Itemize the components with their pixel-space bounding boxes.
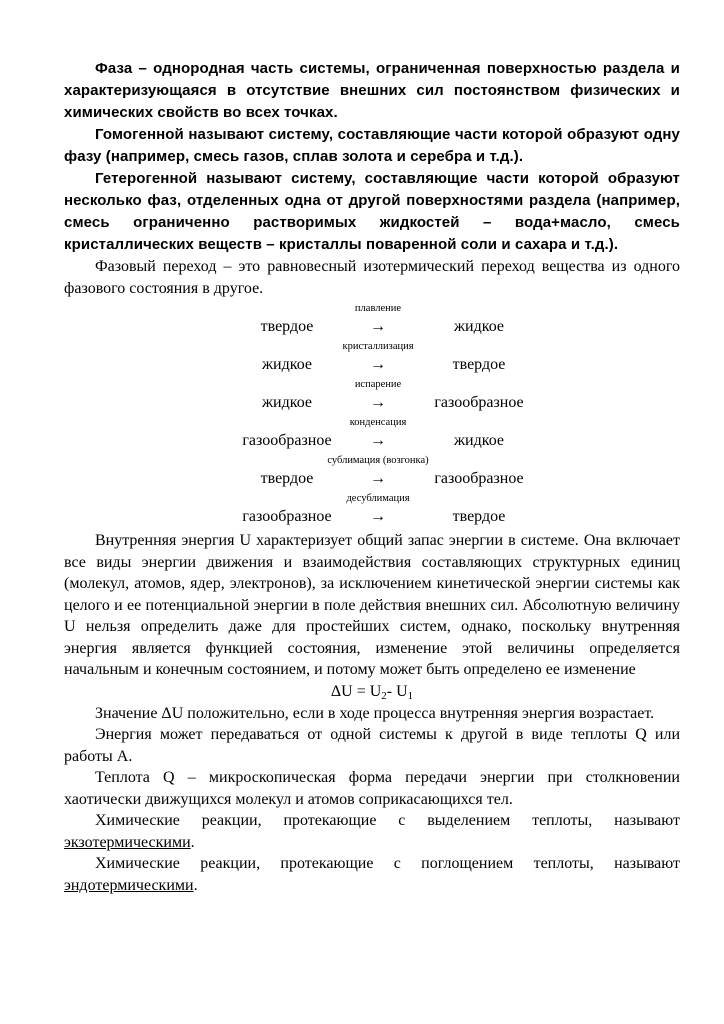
transition-label: десублимация	[346, 493, 410, 504]
term-exothermic: экзотермическими	[64, 833, 191, 851]
paragraph-energy-transfer: Энергия может передаваться от одной системы к другой в виде теплоты Q или работы А.	[64, 726, 680, 765]
transition-row-melting	[227, 302, 680, 338]
transition-row-desublimation	[227, 492, 680, 528]
transition-label: конденсация	[349, 417, 407, 428]
transition-to: газообразное	[434, 470, 524, 487]
transition-from: твердое	[260, 318, 314, 335]
transition-from: жидкое	[261, 356, 312, 373]
right-arrow-icon: →	[370, 508, 386, 525]
formula-delta-u	[64, 681, 680, 703]
paragraph-endothermic	[64, 853, 680, 896]
transition-row-condensation	[227, 416, 680, 452]
transition-label: испарение	[354, 379, 402, 390]
exothermic-text: Химические реакции, протекающие с выделением теплоты, называют	[95, 812, 680, 829]
transition-to: газообразное	[434, 394, 524, 411]
transition-from: твердое	[260, 470, 314, 487]
exothermic-period: .	[190, 833, 195, 851]
transition-to: жидкое	[453, 318, 504, 335]
formula-subscript: 2	[381, 689, 387, 702]
right-arrow-icon: →	[370, 394, 386, 411]
transition-label: плавление	[354, 303, 402, 314]
paragraph-internal-energy: Внутренняя энергия U характеризует общий запас энергии в системе. Она включает все виды энергии движения и взаимодействия составляющих структурных единиц (молекул, атомов, ядер, электронов), за исключением кинетической энергии системы как целого и ее потенциальной энергии в поле действия внешних сил. Абсолютную величину U нельзя определить даже для простейших систем, однако, поскольку внутренняя энергия является функцией состояния, изменение этой величины определяется начальным и конечным состоянием, и потому может быть определено ее изменение	[64, 532, 680, 678]
right-arrow-icon: →	[370, 356, 386, 373]
endothermic-period: .	[193, 876, 198, 894]
term-endothermic: эндотермическими	[64, 876, 194, 894]
transition-row-sublimation	[227, 454, 680, 490]
right-arrow-icon: →	[370, 470, 386, 487]
transition-row-evaporation	[227, 378, 680, 414]
transition-to: твердое	[452, 508, 506, 525]
transition-from: жидкое	[261, 394, 312, 411]
right-arrow-icon: →	[370, 318, 386, 335]
transition-from: газообразное	[242, 432, 332, 449]
transition-row-crystallization	[227, 340, 680, 376]
paragraph-phase-definition: Фаза – однородная часть системы, ограниченная поверхностью раздела и характеризующаяся в отсутствие внешних сил постоянством физических и химических свойств во всех точках.	[64, 60, 680, 121]
right-arrow-icon: →	[370, 432, 386, 449]
endothermic-text: Химические реакции, протекающие с поглощением теплоты, называют	[95, 855, 680, 872]
transition-from: газообразное	[242, 508, 332, 525]
paragraph-homogeneous-definition: Гомогенной называют систему, составляющие части которой образуют одну фазу (например, смесь газов, сплав золота и серебра и т.д.).	[64, 126, 680, 165]
formula-part: ΔU = U	[330, 682, 382, 700]
transition-label: сублимация (возгонка)	[327, 455, 429, 466]
formula-subscript: 1	[407, 689, 414, 702]
formula-part: - U	[386, 682, 408, 700]
paragraph-delta-u-sign: Значение ΔU положительно, если в ходе процесса внутренняя энергия возрастает.	[95, 704, 655, 722]
transition-to: твердое	[452, 356, 506, 373]
paragraph-exothermic	[64, 810, 680, 853]
paragraph-phase-transition-intro: Фазовый переход – это равновесный изотермический переход вещества из одного фазового состояния в другое.	[64, 258, 680, 297]
transition-label: кристаллизация	[342, 341, 414, 352]
paragraph-heat-definition: Теплота Q – микроскопическая форма передачи энергии при столкновении хаотически движущихся молекул и атомов соприкасающихся тел.	[64, 769, 680, 808]
transition-to: жидкое	[453, 432, 504, 449]
phase-transitions-list	[64, 302, 680, 528]
paragraph-heterogeneous-definition: Гетерогенной называют систему, составляющие части которой образуют несколько фаз, отделенных одна от другой поверхностями раздела (например, смесь ограниченно растворимых жидкостей – вода+масло, смесь кристаллических веществ – кристаллы поваренной соли и сахара и т.д.).	[64, 170, 680, 253]
